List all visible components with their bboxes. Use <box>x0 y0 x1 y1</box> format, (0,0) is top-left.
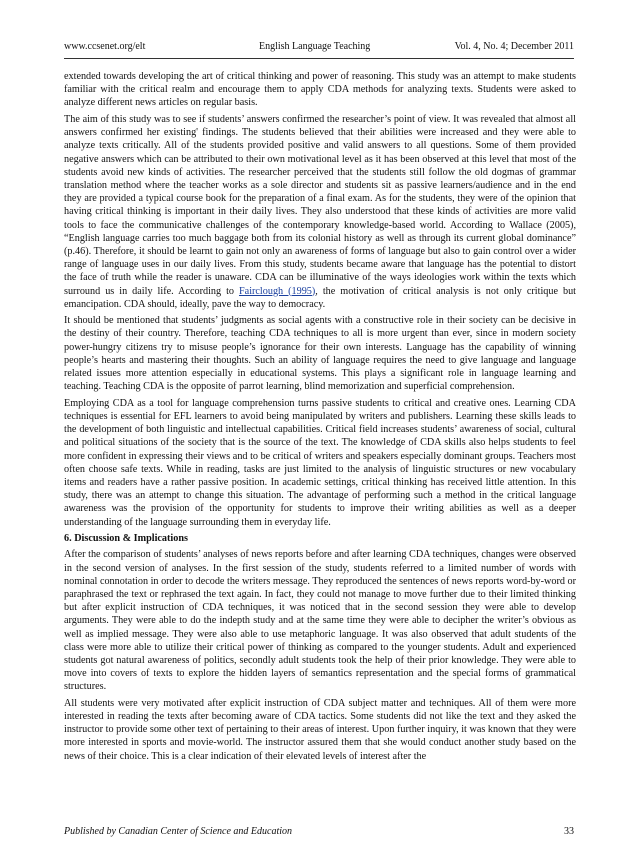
page-number: 33 <box>564 826 574 837</box>
journal-url: www.ccsenet.org/elt <box>64 41 146 52</box>
paragraph-4: Employing CDA as a tool for language comprehension turns passive students to critical and creative ones. Learning CDA techniques is essential for EFL learners to avoid being manipulated by writers and publishers. Learning these skills leads to the development of both linguistic and intellectual capabilities. Critical field increases students’ awareness of social, cultural and political situations of the society that is the source of the text. The knowledge of CDA skills also helps students to feel more confident in expressing their views and to be critical of writers and speakers especially dominant groups. Teachers most often choose safe texts. While in reading, tasks are just limited to the analysis of linguistic structures or new vocabulary items and readers have a rather passive position. In academic settings, critical thinking has received little attention. In this study, there was an attempt to change this situation. The advantage of performing such a method in the critical language awareness was the provision of the opportunity for students to improve their writing abilities as well as a deeper understanding of the language surrounding them in everyday life. <box>64 397 576 528</box>
section-heading: 6. Discussion & Implications <box>64 533 188 545</box>
publisher-credit: Published by Canadian Center of Science and Education <box>64 826 293 837</box>
paragraph-1: extended towards developing the art of critical thinking and power of reasoning. This study was an attempt to make students familiar with the critical realm and encourage them to apply CDA methods for analyzing texts. Students were asked to analyze different news articles on regular basis. <box>64 71 576 109</box>
paragraph-6: All students were very motivated after explicit instruction of CDA subject matter and techniques. All of them were more interested in reading the texts after becoming aware of CDA tactics. Some students did not like the text and they asked the instructor to provide some other text of pertaining to their areas of interest. Upon further inquiry, it was known that they were more interested in sports and movie-world. The instructor assured them that she would conduct another study based on the news of their choice. This is a clear indication of their elevated levels of interest after the <box>64 697 576 762</box>
paragraph-2-text-a: The aim of this study was to see if students’ answers confirmed the researcher’s point of view. It was revealed that almost all answers confirmed her existing' findings. The students believed that their abilities were increased and they were able to analyze texts critically. All of the students provided positive and valid answers to all questions. Some of them provided negative answers which can be attributed to their own motivational level as it has been observed at this level that most of the students avoid new kinds of activities. The researcher perceived that the students still follow the old dogmas of grammar translation method where the teacher works as a sole director and students sit as passive learners/audience and in the end they are provided a typical course book for the preparation of a final exam. As for the students, they were of the opinion that having critical thinking is important in their daily lives. They also understood that these kinds of activities are more valid tools to face the communicative challenges of the contemporary knowledge-based world. According to Wallace (2005), “English language carries too much baggage both from its colonial history as well as through its current global dominance” (p.46). Therefore, it should be learnt to gain not only an awareness of forms of language but also to gain control over a wider range of language uses in our daily lives. From this study, students became aware that language has the potential to distort the face of truth while the reader is unaware. CDA can be illuminative of the ways ideologies work within the texts which surround us in daily life. According to <box>64 113 576 297</box>
article-body <box>64 70 576 766</box>
running-header <box>64 40 574 59</box>
paragraph-3: It should be mentioned that students’ judgments as social agents with a constructive role in their society can be decisive in the destiny of their country. Therefore, teaching CDA techniques to all is more urgent than ever, since in modern society power-hungry citizens try to misuse people’s ignorance for their own interests. Language has the capability of winning people’s hearts and mastering their thoughts. Such an ability of language requires the need to give language and language related issues more attention especially in educational systems. This plays a significant role in language learning and teaching. Teaching CDA is the opposite of parrot learning, blind memorization and superficial comprehension. <box>64 315 576 393</box>
journal-title: English Language Teaching <box>259 41 371 52</box>
volume-info: Vol. 4, No. 4; December 2011 <box>454 41 574 52</box>
paragraph-2-text-b: , the motivation of critical analysis is not only critique but emancipation. CDA should, ideally, pave the way to democracy. <box>64 285 576 310</box>
paragraph-2 <box>64 113 576 311</box>
paragraph-5: After the comparison of students’ analyses of news reports before and after learning CDA techniques, changes were observed in the second version of analyses. In the first session of the study, students referred to a limited number of words with nominal connotation in order to decode the writers message. They reproduced the sentences of news reports word-by-word or paraphrased the text or rephrased the text again. In fact, they could not manage to move further due to their limited thinking but after explicit instruction of CDA techniques, it was noticed that in the second session they were able to develop arguments. They were able to do the indepth study and at the same time they were able to decipher the writer’s obvious as well as implied message. They were also able to use metaphoric language. It was also observed that adult students of the class were more able to utilize their critical power of thinking as compared to the younger students. Adult and experienced students got natural awareness of politics, secondly adult students took the help of their prior knowledge. They were able to move into covers of texts to explore the hidden layers of semantics representation and the special forms of grammatical structures. <box>64 549 576 693</box>
citation-link-fairclough[interactable]: Fairclough (1995) <box>239 285 316 297</box>
